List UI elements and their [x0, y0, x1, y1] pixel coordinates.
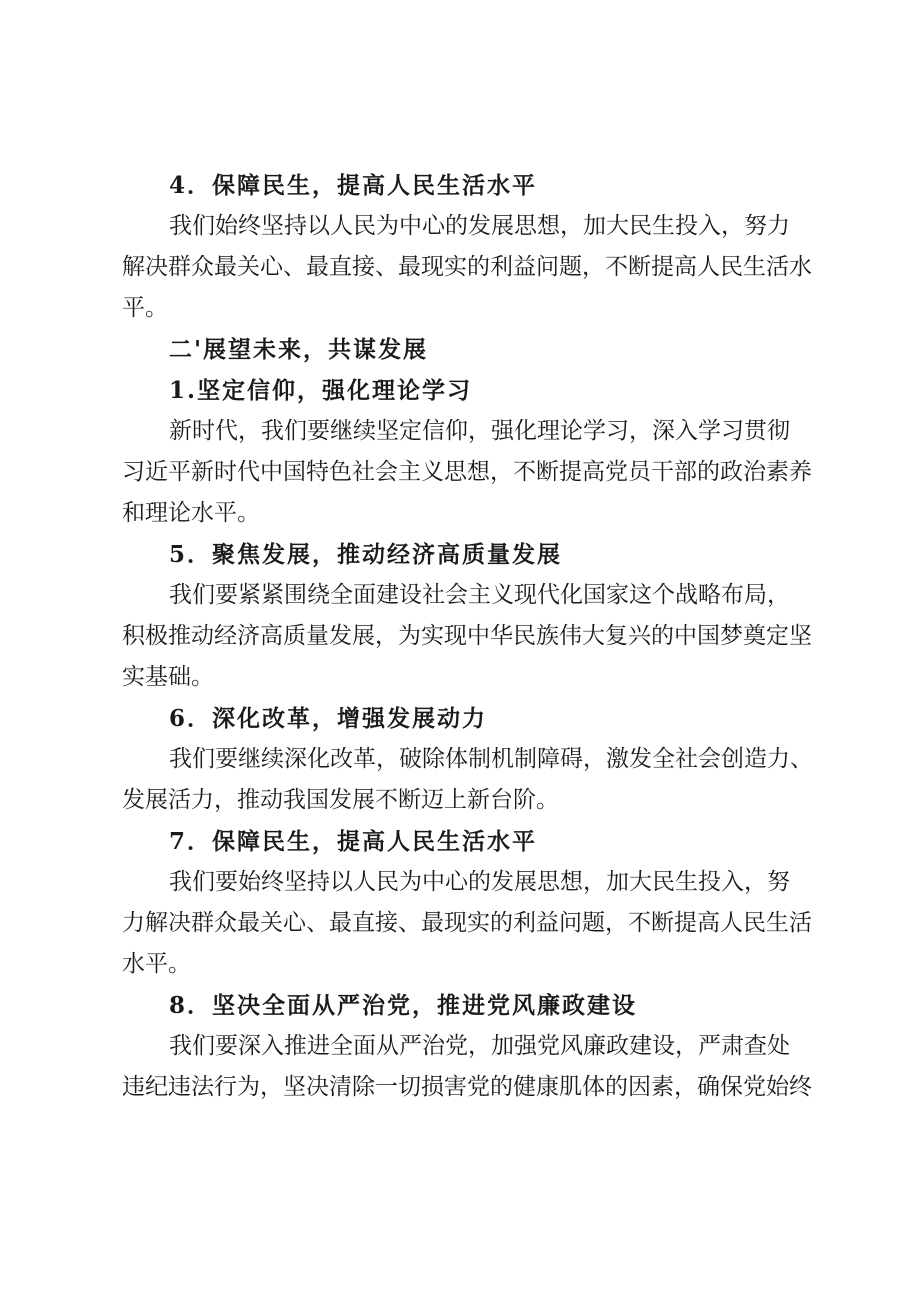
section-heading: 7．保障民生，提高人民生活水平	[169, 828, 538, 855]
section-heading: 4．保障民生，提高人民生活水平	[169, 172, 538, 199]
paragraph-line: 新时代，我们要继续坚定信仰，强化理论学习，深入学习贯彻	[169, 418, 790, 444]
paragraph-line: 我们始终坚持以人民为中心的发展思想，加大民生投入，努力	[169, 213, 790, 239]
body-paragraph	[122, 411, 812, 534]
paragraph-line: 习近平新时代中国特色社会主义思想，不断提高党员干部的政治素养	[122, 459, 812, 485]
body-paragraph	[122, 739, 812, 821]
paragraph-line: 和理论水平。	[122, 500, 260, 526]
section-heading: 6．深化改革，增强发展动力	[169, 705, 488, 732]
body-paragraph	[122, 862, 812, 985]
paragraph-line: 我们要深入推进全面从严治党，加强党风廉政建设，严肃查处	[169, 1033, 790, 1059]
paragraph-line: 我们要继续深化改革，破除体制机制障碍，激发全社会创造力、	[169, 746, 813, 772]
paragraph-line: 我们要始终坚持以人民为中心的发展思想，加大民生投入，努	[169, 869, 790, 895]
paragraph-line: 积极推动经济高质量发展，为实现中华民族伟大复兴的中国梦奠定坚	[122, 623, 812, 649]
paragraph-line: 发展活力，推动我国发展不断迈上新台阶。	[122, 787, 559, 813]
document-body	[122, 165, 812, 1108]
section-heading: 1.坚定信仰，强化理论学习	[169, 377, 473, 404]
paragraph-line: 水平。	[122, 951, 191, 977]
body-paragraph	[122, 1026, 812, 1108]
paragraph-line: 实基础。	[122, 664, 214, 690]
paragraph-line: 力解决群众最关心、最直接、最现实的利益问题，不断提高人民生活	[122, 910, 812, 936]
paragraph-line: 我们要紧紧围绕全面建设社会主义现代化国家这个战略布局，	[169, 582, 790, 608]
paragraph-line: 平。	[122, 295, 168, 321]
paragraph-line: 解决群众最关心、最直接、最现实的利益问题，不断提高人民生活水	[122, 254, 812, 280]
body-paragraph	[122, 575, 812, 698]
section-heading: 8．坚决全面从严治党，推进党风廉政建设	[169, 992, 638, 1019]
body-paragraph	[122, 206, 812, 329]
section-heading: 二'展望未来，共谋发展	[169, 336, 429, 363]
paragraph-line: 违纪违法行为，坚决清除一切损害党的健康肌体的因素，确保党始终	[122, 1074, 812, 1100]
section-heading: 5．聚焦发展，推动经济高质量发展	[169, 541, 563, 568]
